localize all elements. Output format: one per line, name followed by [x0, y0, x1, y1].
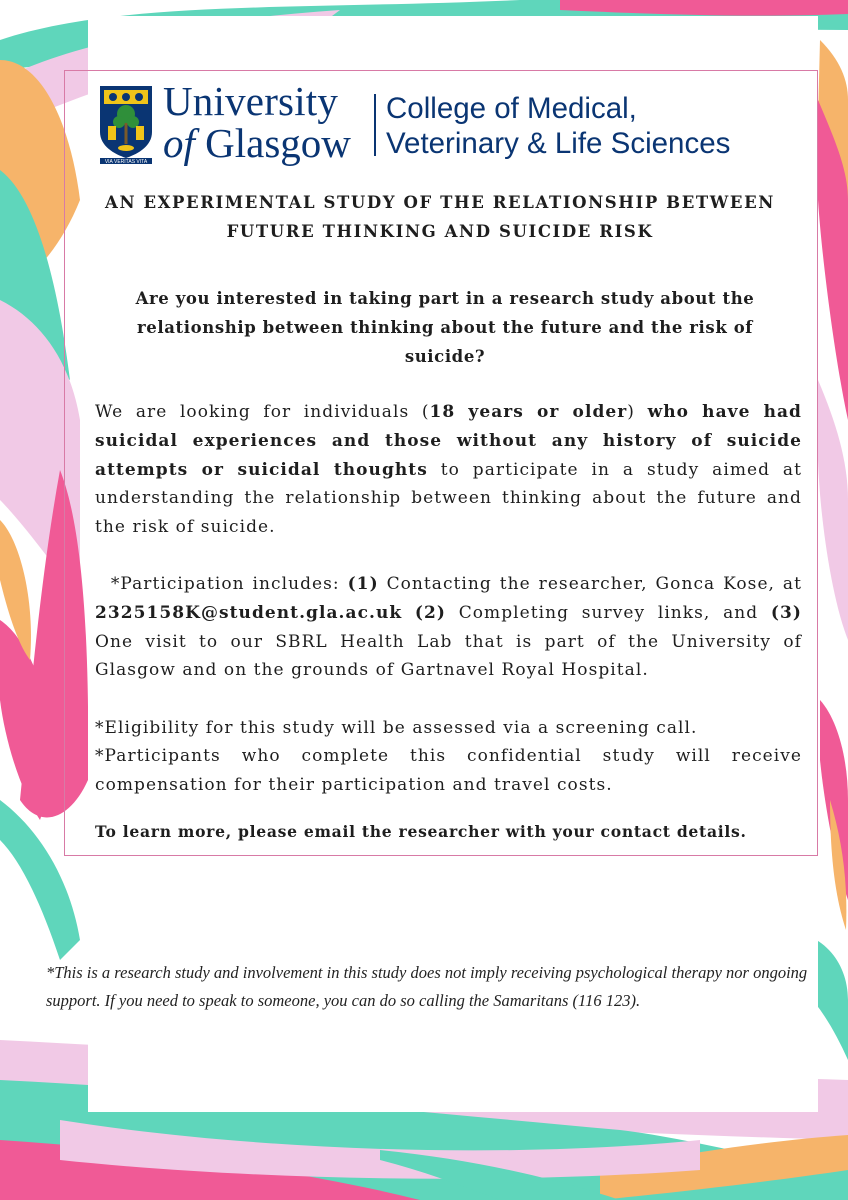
participation-paragraph [95, 570, 802, 685]
disclaimer-footnote: *This is a research study and involvement in this study does not imply receiving psychological therapy nor ongoing support. If you need to speak to someone, you can do so calling the Samaritans (116 123). [46, 963, 808, 1010]
participation-text-1: *Participation includes: [110, 574, 348, 594]
compensation-note: *Participants who complete this confidential study will receive compensation for their participation and travel costs. [95, 746, 802, 795]
intro-target-groups: who have had suicidal experiences and those without any history of suicide attempts or suicidal thoughts [95, 402, 802, 480]
researcher-email[interactable]: 2325158K@student.gla.ac.uk [95, 602, 403, 623]
step-2-marker: (2) [414, 602, 446, 623]
intro-age-requirement: 18 years or older [429, 402, 628, 422]
step-3-marker: (3) [770, 602, 802, 623]
intro-text-2: ) [627, 402, 648, 422]
college-line1: College of Medical, [386, 92, 637, 125]
university-line2 [163, 122, 373, 164]
university-crest-logo [98, 84, 154, 164]
eligibility-note: *Eligibility for this study will be assessed via a screening call. [95, 718, 698, 738]
intro-text-1: We are looking for individuals ( [95, 402, 430, 422]
university-line2-prefix: of [163, 120, 195, 166]
invitation-question: Are you interested in taking part in a research study about the relationship between thinking about the future and the risk of suicide? [135, 289, 755, 366]
stroke-right-lavender [818, 380, 848, 640]
university-wordmark [163, 80, 373, 164]
study-title [80, 188, 800, 246]
participation-text-5: One visit to our SBRL Health Lab that is part of the University of Glasgow and on the grounds of Gartnavel Royal Hospital. [95, 631, 802, 681]
participation-text-2: Contacting the researcher, Gonca Kose, at [378, 574, 802, 594]
participation-text-3 [402, 603, 415, 623]
learn-more-cta: To learn more, please email the researcher with your contact details. [95, 822, 747, 841]
university-line1: University [163, 78, 339, 124]
logo-divider [374, 94, 376, 156]
intro-text-3: to participate in a study aimed at understanding the relationship between thinking about the future and the risk of suicide. [95, 459, 802, 538]
university-line2-name: Glasgow [205, 120, 351, 166]
college-line2: Veterinary & Life Sciences [386, 127, 731, 160]
participation-text-4: Completing survey links, and [446, 602, 771, 623]
study-title-line2: FUTURE THINKING AND SUICIDE RISK [226, 222, 654, 241]
step-1-marker: (1) [347, 574, 379, 594]
study-title-line1: AN EXPERIMENTAL STUDY OF THE RELATIONSHIP BETWEEN [105, 193, 775, 212]
crest-motto: VIA VERITAS VITA [104, 159, 148, 164]
college-name [386, 91, 786, 161]
intro-paragraph [95, 398, 802, 542]
